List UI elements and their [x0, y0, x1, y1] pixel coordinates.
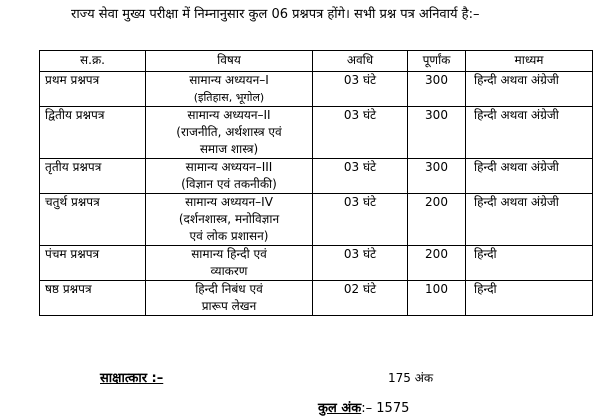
cell-paper: षष्ठ प्रश्नपत्र [40, 281, 146, 316]
subject-line: एवं लोक प्रशासन) [189, 229, 269, 243]
cell-duration: 03 घंटे [313, 246, 408, 281]
subject-line: सामान्य हिन्दी एवं [191, 247, 267, 261]
cell-medium: हिन्दी [466, 281, 593, 316]
subject-line: हिन्दी निबंध एवं [195, 282, 263, 296]
subject-line: सामान्य अध्ययन–II [187, 108, 271, 122]
subject-line: (इतिहास, भूगोल) [193, 91, 265, 104]
cell-marks: 300 [408, 72, 466, 107]
cell-duration: 03 घंटे [313, 107, 408, 159]
header-medium: माध्यम [466, 51, 593, 72]
cell-medium: हिन्दी अथवा अंग्रेजी [466, 159, 593, 194]
subject-line: (दर्शनशास्त्र, मनोविज्ञान [178, 212, 280, 226]
cell-medium: हिन्दी अथवा अंग्रेजी [466, 194, 593, 246]
cell-paper: प्रथम प्रश्नपत्र [40, 72, 146, 107]
table-row [40, 194, 593, 246]
cell-marks: 200 [408, 246, 466, 281]
subject-line: प्रारूप लेखन [201, 299, 257, 313]
cell-subject [146, 159, 313, 194]
interview-marks: 175 अंक [388, 371, 434, 385]
cell-medium: हिन्दी [466, 246, 593, 281]
cell-marks: 100 [408, 281, 466, 316]
subject-line: सामान्य अध्ययन–I [189, 73, 269, 87]
cell-medium: हिन्दी अथवा अंग्रेजी [466, 72, 593, 107]
cell-marks: 300 [408, 107, 466, 159]
table-row [40, 281, 593, 316]
cell-subject [146, 246, 313, 281]
cell-duration: 02 घंटे [313, 281, 408, 316]
subject-line: सामान्य अध्ययन–IV [185, 195, 273, 209]
subject-line: (राजनीति, अर्थशास्त्र एवं [176, 125, 282, 139]
subject-line: समाज शास्त्र) [199, 142, 259, 156]
cell-subject [146, 107, 313, 159]
subject-line: सामान्य अध्ययन–III [185, 160, 273, 174]
header-serial: स.क्र. [40, 51, 146, 72]
table-row [40, 246, 593, 281]
cell-marks: 200 [408, 194, 466, 246]
total-marks [318, 398, 409, 416]
cell-duration: 03 घंटे [313, 72, 408, 107]
header-subject: विषय [146, 51, 313, 72]
cell-paper: द्वितीय प्रश्नपत्र [40, 107, 146, 159]
header-duration: अवधि [313, 51, 408, 72]
table-row [40, 72, 593, 107]
table-header-row [40, 51, 593, 72]
cell-subject [146, 281, 313, 316]
cell-duration: 03 घंटे [313, 159, 408, 194]
cell-paper: तृतीय प्रश्नपत्र [40, 159, 146, 194]
total-label: कुल अंक [318, 401, 362, 416]
subject-line: व्याकरण [210, 264, 248, 278]
header-marks: पूर्णांक [408, 51, 466, 72]
cell-subject [146, 72, 313, 107]
exam-papers-table [39, 50, 593, 316]
interview-label: साक्षात्कार :– [100, 371, 164, 386]
table-row [40, 107, 593, 159]
table-row [40, 159, 593, 194]
subject-line: (विज्ञान एवं तकनीकी) [181, 177, 277, 191]
cell-paper: चतुर्थ प्रश्नपत्र [40, 194, 146, 246]
intro-paragraph: राज्य सेवा मुख्य परीक्षा में निम्नानुसार कुल 06 प्रश्नपत्र होंगे। सभी प्रश्न पत्र अनिवार्य है:– [71, 7, 480, 22]
cell-duration: 03 घंटे [313, 194, 408, 246]
cell-paper: पंचम प्रश्नपत्र [40, 246, 146, 281]
cell-medium: हिन्दी अथवा अंग्रेजी [466, 107, 593, 159]
total-value: 1575 [376, 401, 410, 416]
cell-subject [146, 194, 313, 246]
cell-marks: 300 [408, 159, 466, 194]
total-separator: :– [361, 401, 373, 416]
